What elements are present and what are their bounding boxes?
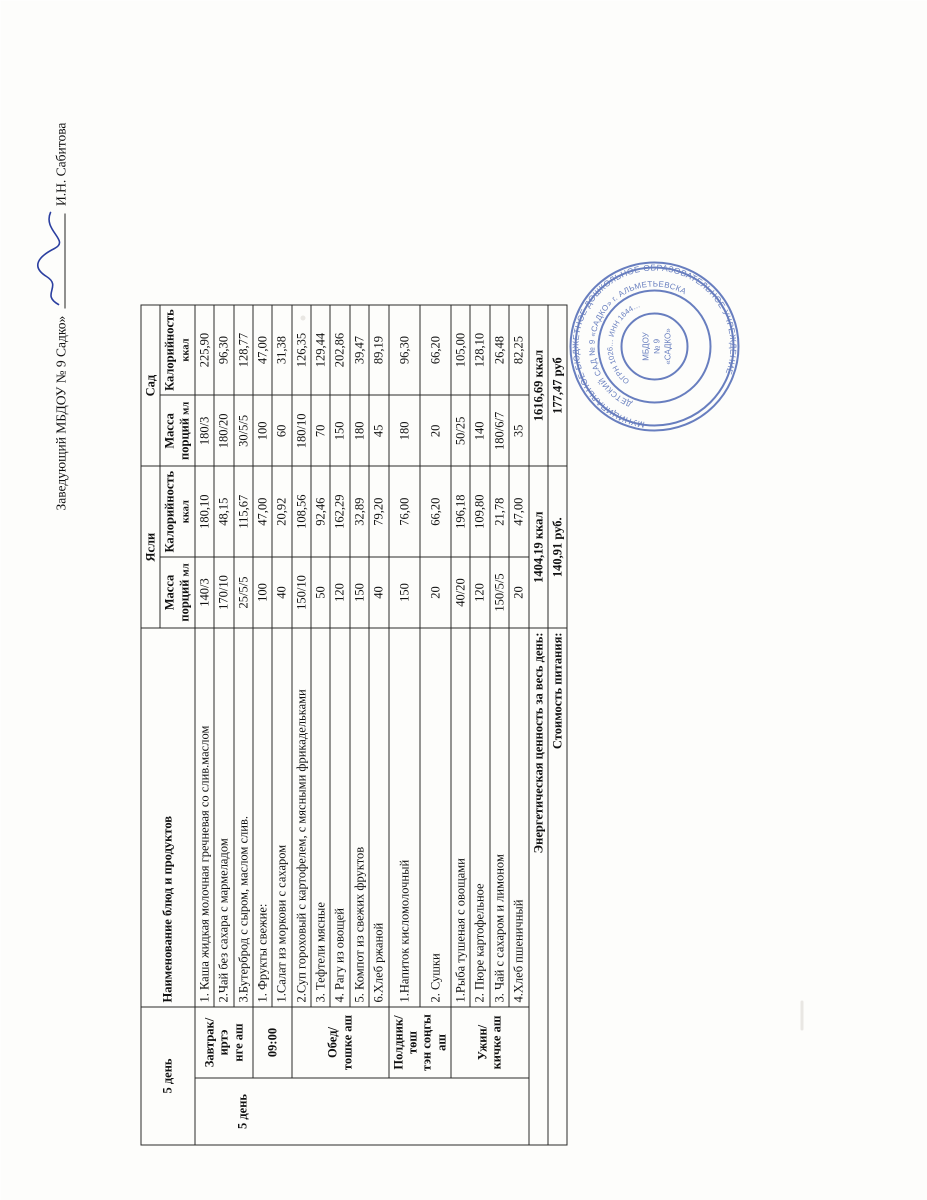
yasli-mass-cell: 20 [509, 557, 528, 628]
yasli-mass-cell: 120 [330, 557, 349, 628]
sad-kcal-cell: 89,19 [369, 304, 388, 395]
header-sad-kcal-unit: ккал [179, 337, 191, 362]
meal-label-tt: тэн соңгы аш [419, 1013, 448, 1071]
yasli-mass-cell: 150 [349, 557, 368, 628]
sad-kcal-cell: 225,90 [194, 304, 213, 395]
yasli-mass-cell: 100 [252, 557, 271, 628]
sad-mass-cell: 140 [470, 395, 489, 466]
svg-text:№ 9: № 9 [652, 338, 661, 354]
daily-menu-table [140, 304, 567, 1145]
day-cell [194, 1078, 528, 1145]
approver-name: И.Н. Сабитова [53, 122, 68, 206]
header-day: 5 день [141, 1007, 195, 1145]
handwritten-signature-icon [36, 208, 62, 308]
meal-label-ru: Ужин/ [474, 1024, 489, 1060]
yasli-kcal-cell: 21,78 [489, 466, 508, 557]
sad-mass-cell: 180/10 [291, 395, 310, 466]
sad-kcal-cell: 96,30 [214, 304, 233, 395]
sad-kcal-cell: 126,35 [291, 304, 310, 395]
cost-total-row [547, 304, 566, 1144]
yasli-kcal-cell: 196,18 [451, 466, 470, 557]
sad-mass-cell: 45 [369, 395, 388, 466]
meal-label-cell [252, 1007, 291, 1078]
meal-label-ru: Полдник/төш [390, 1014, 419, 1070]
table-header-row [141, 304, 160, 1144]
svg-text:МУНИЦИПАЛЬНОЕ БЮДЖЕТНОЕ ДОШКОЛ: МУНИЦИПАЛЬНОЕ БЮДЖЕТНОЕ ДОШКОЛЬНОЕ ОБРАЗОВАТЕЛЬНОЕ УЧРЕЖДЕНИЕ [569, 261, 739, 430]
meal-label-tt: кичке аш [489, 1015, 504, 1069]
sad-kcal-cell: 129,44 [311, 304, 330, 395]
dish-name-cell: 6.Хлеб ржаной [369, 628, 388, 1007]
yasli-mass-cell: 40 [272, 557, 291, 628]
sad-mass-cell: 100 [252, 395, 271, 466]
sad-mass-cell: 180 [388, 395, 419, 466]
header-sad-kcal [160, 304, 194, 395]
svg-text:ОГРН 1026… ИНН 1644…: ОГРН 1026… ИНН 1644… [604, 299, 641, 386]
yasli-kcal-cell: 109,80 [470, 466, 489, 557]
yasli-kcal-cell: 76,00 [388, 466, 419, 557]
energy-total-row [528, 304, 547, 1144]
dish-name-cell: 3. Чай с сахаром и лимоном [489, 628, 508, 1007]
yasli-kcal-cell: 48,15 [214, 466, 233, 557]
sad-kcal-cell: 128,10 [470, 304, 489, 395]
sad-kcal-cell: 26,48 [489, 304, 508, 395]
sad-mass-cell: 150 [330, 395, 349, 466]
cost-total-yasli: 140,91 руб. [547, 466, 566, 628]
meal-label-cell [291, 1007, 388, 1078]
table-row [252, 304, 271, 1144]
yasli-mass-cell: 120 [470, 557, 489, 628]
yasli-mass-cell: 150 [388, 557, 419, 628]
header-yasli-mass-unit: мл [179, 562, 191, 576]
yasli-mass-cell: 140/3 [194, 557, 213, 628]
yasli-mass-cell: 25/5/5 [233, 557, 252, 628]
yasli-mass-cell: 40 [369, 557, 388, 628]
table-row [388, 304, 419, 1144]
dish-name-cell: 2.Суп гороховый с картофелем, с мясными фрикадельками [291, 628, 310, 1007]
sad-kcal-cell: 47,00 [252, 304, 271, 395]
sad-mass-cell: 180/20 [214, 395, 233, 466]
official-round-stamp [560, 252, 748, 440]
energy-total-label: Энергетическая ценность за весь день: [528, 628, 547, 1145]
yasli-kcal-cell: 47,00 [252, 466, 271, 557]
sad-kcal-cell: 66,20 [419, 304, 450, 395]
header-yasli-mass [160, 557, 194, 628]
dish-name-cell: 1.Салат из моркови с сахаром [272, 628, 291, 1007]
sad-kcal-cell: 128,77 [233, 304, 252, 395]
header-yasli-mass-label: Масса порций [162, 574, 191, 622]
header-sad-mass [160, 395, 194, 466]
sad-mass-cell: 50/25 [451, 395, 470, 466]
dish-name-cell: 1.Напиток кисломолочный [388, 628, 419, 1007]
sad-mass-cell: 35 [509, 395, 528, 466]
energy-total-yasli: 1404,19 ккал [528, 466, 547, 628]
sad-mass-cell: 30/5/5 [233, 395, 252, 466]
energy-total-sad: 1616,69 ккал [528, 304, 547, 466]
yasli-mass-cell: 40/20 [451, 557, 470, 628]
yasli-kcal-cell: 47,00 [509, 466, 528, 557]
dish-name-cell: 5. Компот из свежих фруктов [349, 628, 368, 1007]
table-row [194, 304, 213, 1144]
yasli-mass-cell: 150/5/5 [489, 557, 508, 628]
dish-name-cell: 4. Рагу из овощей [330, 628, 349, 1007]
yasli-kcal-cell: 20,92 [272, 466, 291, 557]
sad-mass-cell: 180/3 [194, 395, 213, 466]
dish-name-cell: 2. Сушки [419, 628, 450, 1007]
sad-kcal-cell: 31,38 [272, 304, 291, 395]
yasli-kcal-cell: 180,10 [194, 466, 213, 557]
sad-kcal-cell: 105,00 [451, 304, 470, 395]
dish-name-cell: 1.Рыба тушеная с овощами [451, 628, 470, 1007]
header-dish-name: Наименование блюд и продуктов [141, 628, 195, 1007]
svg-text:ДЕТСКИЙ САД № 9 «САДКО» г. АЛЬ: ДЕТСКИЙ САД № 9 «САДКО» г. АЛЬМЕТЬЕВСКА [586, 278, 688, 409]
svg-text:«САДКО»: «САДКО» [663, 327, 672, 365]
meal-label-ru: Завтрак/иртэ [201, 1017, 231, 1067]
meal-label-cell [388, 1007, 451, 1078]
meal-label-ru: 09:00 [264, 1027, 279, 1057]
table-row [451, 304, 470, 1144]
sad-kcal-cell: 39,47 [349, 304, 368, 395]
yasli-mass-cell: 150/10 [291, 557, 310, 628]
yasli-kcal-cell: 92,46 [311, 466, 330, 557]
sad-kcal-cell: 96,30 [388, 304, 419, 395]
sad-kcal-cell: 82,25 [509, 304, 528, 395]
svg-text:МБДОУ: МБДОУ [641, 331, 650, 361]
dish-name-cell: 3. Тефтели мясные [311, 628, 330, 1007]
approval-signature-block [52, 40, 69, 510]
header-yasli-kcal-unit: ккал [179, 499, 191, 523]
meal-label-tt: тошке аш [339, 1014, 354, 1070]
yasli-mass-cell: 170/10 [214, 557, 233, 628]
header-yasli-kcal [160, 466, 194, 557]
yasli-kcal-cell: 32,89 [349, 466, 368, 557]
meal-label-tt: нге аш [230, 1022, 245, 1062]
yasli-mass-cell: 20 [419, 557, 450, 628]
yasli-kcal-cell: 66,20 [419, 466, 450, 557]
dish-name-cell: 4.Хлеб пшеничный [509, 628, 528, 1007]
sad-mass-cell: 70 [311, 395, 330, 466]
header-group-sad: Сад [141, 304, 160, 466]
header-sad-mass-unit: мл [179, 401, 191, 415]
yasli-kcal-cell: 162,29 [330, 466, 349, 557]
cost-total-label: Стоимость питания: [547, 628, 566, 1145]
approver-title: Заведующий МБДОУ № 9 Садко» [53, 315, 68, 510]
header-sad-kcal-label: Калорийность [162, 308, 177, 391]
day-label: 5 день [234, 1093, 249, 1129]
header-yasli-kcal-label: Калорийность [162, 470, 177, 552]
table-body [194, 304, 567, 1144]
cost-total-sad: 177,47 руб [547, 304, 566, 466]
header-sad-mass-label: Масса порций [162, 412, 191, 460]
dish-name-cell: 1. Каша жидкая молочная гречневая со слив.маслом [194, 628, 213, 1007]
header-group-yasli: Ясли [141, 466, 160, 628]
meal-label-ru: Обед/ [325, 1026, 340, 1058]
sad-mass-cell: 180 [349, 395, 368, 466]
meal-label-cell [194, 1007, 252, 1078]
dish-name-cell: 2. Пюре картофельное [470, 628, 489, 1007]
signature-line [52, 213, 65, 308]
sad-mass-cell: 20 [419, 395, 450, 466]
yasli-kcal-cell: 115,67 [233, 466, 252, 557]
scan-speck [800, 1000, 803, 1030]
sad-mass-cell: 60 [272, 395, 291, 466]
sad-mass-cell: 180/6/7 [489, 395, 508, 466]
yasli-kcal-cell: 108,56 [291, 466, 310, 557]
meal-label-cell [451, 1007, 529, 1078]
yasli-kcal-cell: 79,20 [369, 466, 388, 557]
yasli-mass-cell: 50 [311, 557, 330, 628]
sad-kcal-cell: 202,86 [330, 304, 349, 395]
dish-name-cell: 3.Бутерброд с сыром, маслом слив. [233, 628, 252, 1007]
table-row [291, 304, 310, 1144]
dish-name-cell: 1. Фрукты свежие: [252, 628, 271, 1007]
dish-name-cell: 2.Чай без сахара с мармеладом [214, 628, 233, 1007]
